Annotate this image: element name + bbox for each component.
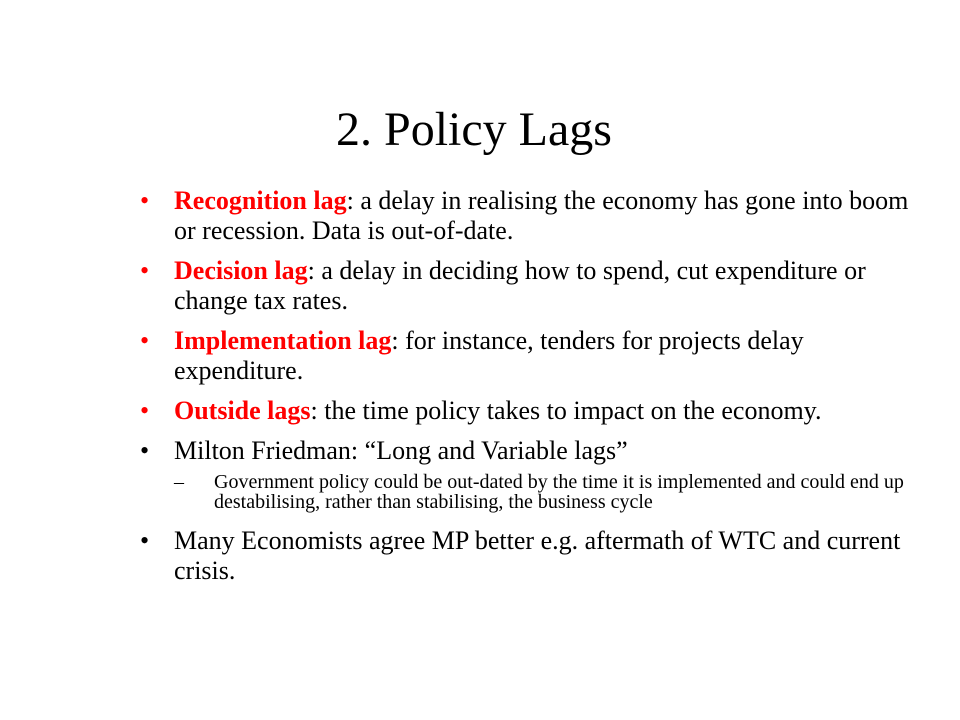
bullet-text: : a delay in realising the economy has gone into boom or recession. Data is out-of-date.	[174, 186, 909, 245]
bullet-milton-friedman	[140, 436, 930, 466]
bullet-term: Outside lags	[174, 396, 311, 425]
bullet-icon: •	[140, 526, 150, 555]
bullet-term: Recognition lag	[174, 186, 347, 215]
bullet-icon: •	[140, 436, 150, 465]
bullet-many-economists	[140, 526, 930, 586]
bullet-term: Decision lag	[174, 256, 308, 285]
bullet-list	[140, 186, 930, 596]
bullet-icon: •	[140, 326, 150, 355]
sub-bullet-government-policy	[174, 472, 930, 512]
bullet-term: Implementation lag	[174, 326, 392, 355]
bullet-text: Many Economists agree MP better e.g. aftermath of WTC and current crisis.	[174, 526, 901, 585]
bullet-implementation-lag	[140, 326, 930, 386]
sub-bullet-text: Government policy could be out-dated by the time it is implemented and could end up destabilising, rather than stabilising, the business cycle	[214, 471, 904, 513]
bullet-icon: •	[140, 186, 150, 215]
bullet-text: : a delay in deciding how to spend, cut expenditure or change tax rates.	[174, 256, 866, 315]
bullet-decision-lag	[140, 256, 930, 316]
bullet-icon: •	[140, 396, 150, 425]
bullet-recognition-lag	[140, 186, 930, 246]
bullet-text: Milton Friedman: “Long and Variable lags”	[174, 436, 628, 465]
dash-icon: –	[174, 471, 184, 493]
slide-title: 2. Policy Lags	[336, 103, 612, 156]
bullet-icon: •	[140, 256, 150, 285]
bullet-text: : for instance, tenders for projects delay expenditure.	[174, 326, 804, 385]
bullet-text: : the time policy takes to impact on the economy.	[310, 396, 822, 425]
bullet-outside-lags	[140, 396, 930, 426]
